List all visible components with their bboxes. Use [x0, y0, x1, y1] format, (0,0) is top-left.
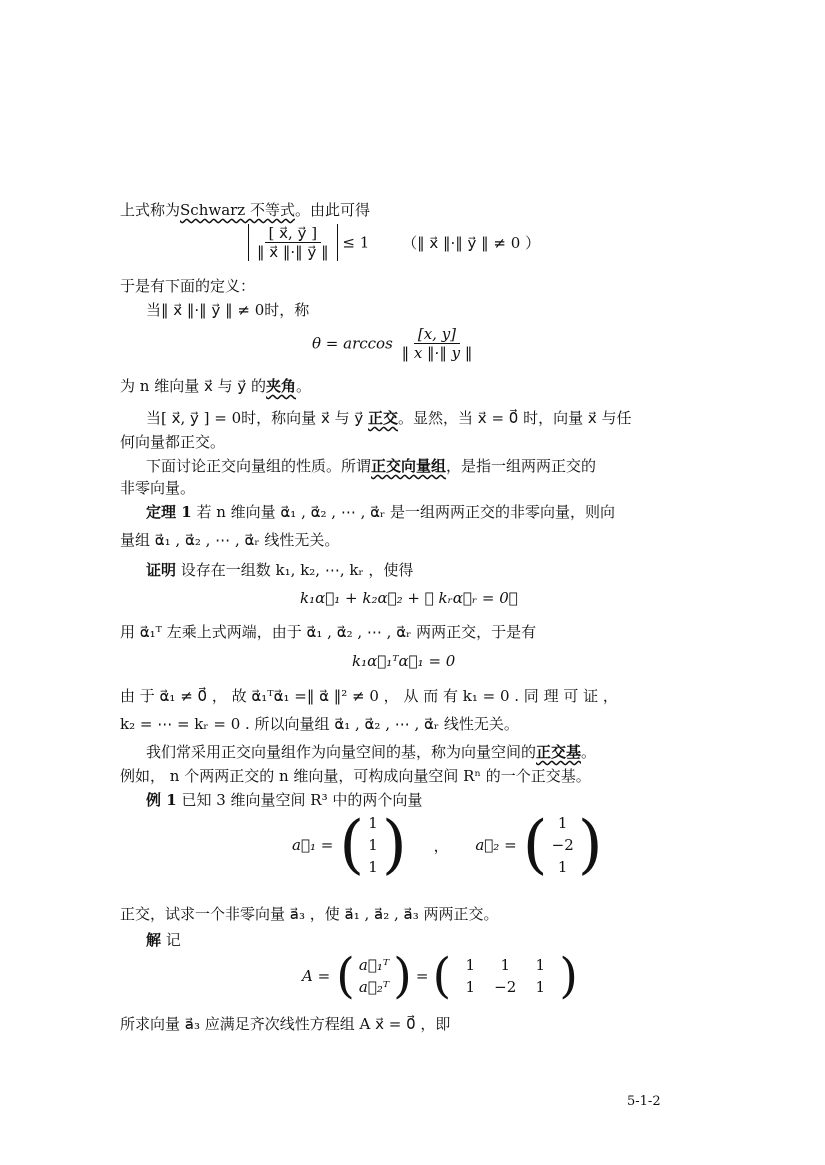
text-line: 例如， n 个两两正交的 n 维向量，可构成向量空间 Rⁿ 的一个正交基。 — [120, 767, 591, 785]
text-line: 所求向量 a⃗₃ 应满足齐次线性方程组 A x⃗ = 0⃗ ，即 — [120, 1015, 451, 1033]
formula-matrix-A: A = ( a⃗₁ᵀ a⃗₂ᵀ ) = ( 1 1 1 1 −2 1 ) — [302, 948, 578, 1004]
page-number: 5-1-2 — [627, 1094, 661, 1109]
vector-a1: a⃗₁ = ( 1 1 1 ) — [292, 808, 407, 882]
text-line: 非零向量。 — [120, 479, 196, 497]
text-line-orthogonal-set: 下面讨论正交向量组的性质。所谓正交向量组，是指一组两两正交的 — [146, 457, 597, 475]
text-line: 当‖ x⃗ ‖·‖ y⃗ ‖ ≠ 0时，称 — [146, 301, 310, 319]
text-line: k₂ = ⋯ = kᵣ = 0 . 所以向量组 α⃗₁ , α⃗₂ , ⋯ , α⃗ᵣ 线性无关。 — [120, 715, 519, 733]
formula-vectors: a⃗₁ = ( 1 1 1 ) ， a⃗₂ = ( 1 −2 1 ) — [292, 808, 603, 882]
text-line-orthogonal-basis: 我们常采用正交向量组作为向量空间的基，称为向量空间的正交基。 — [146, 743, 597, 761]
formula-angle: θ = arccos $\frac{[x, y]}{‖ x ‖\cdot‖ y ‖}$ — [312, 325, 473, 362]
formula-inequality: $\frac{[ x⃗, y⃗ ]}{‖ x⃗ ‖\cdot‖ y⃗ ‖}$ ≤ 1 （‖ x⃗ ‖·‖ y⃗ ‖ ≠ 0 ） — [248, 224, 540, 261]
text-line: 何向量都正交。 — [120, 433, 226, 451]
term-schwarz: Schwarz 不等式 — [180, 201, 295, 219]
example-label: 例 1 — [146, 791, 177, 809]
proof-line: 证明 设存在一组数 k₁, k₂, ⋯, kᵣ ，使得 — [146, 561, 414, 579]
text-line-schwarz: 上式称为Schwarz 不等式。由此可得 — [120, 201, 370, 219]
text-line: 由 于 α⃗₁ ≠ 0⃗ ， 故 α⃗₁ᵀα⃗₁ =‖ α⃗ ‖² ≠ 0 ， 从 而 有 k₁ = 0 . 同 理 可 证 ， — [120, 687, 618, 705]
theorem-1: 定理 1 若 n 维向量 α⃗₁ , α⃗₂ , ⋯ , α⃗ᵣ 是一组两两正交的非零向量，则向 — [146, 503, 615, 521]
text-line-angle-def: 为 n 维向量 x⃗ 与 y⃗ 的夹角。 — [120, 377, 312, 395]
term-orthogonal: 正交 — [368, 409, 399, 427]
theorem-label: 定理 1 — [146, 503, 192, 521]
text-line: 用 α⃗₁ᵀ 左乘上式两端，由于 α⃗₁ , α⃗₂ , ⋯ , α⃗ᵣ 两两正交，于是有 — [120, 623, 537, 641]
text-line: 量组 α⃗₁ , α⃗₂ , ⋯ , α⃗ᵣ 线性无关。 — [120, 531, 340, 549]
formula-linear-combination: k₁α⃗₁ + k₂α⃗₂ + ⋯ kᵣα⃗ᵣ = 0⃗ — [300, 589, 518, 607]
solution-line: 解 记 — [146, 931, 181, 949]
proof-label: 证明 — [146, 561, 177, 579]
term-angle: 夹角 — [266, 377, 297, 395]
text-line-orthogonal-def: 当[ x⃗, y⃗ ] = 0时，称向量 x⃗ 与 y⃗ 正交。显然，当 x⃗ = 0⃗ 时，向量 x⃗ 与任 — [146, 409, 632, 427]
term-orthogonal-basis: 正交基 — [536, 743, 582, 761]
solution-label: 解 — [146, 931, 162, 949]
example-1: 例 1 已知 3 维向量空间 R³ 中的两个向量 — [146, 791, 423, 809]
term-orthogonal-set: 正交向量组 — [371, 457, 447, 475]
text-line: 正交，试求一个非零向量 a⃗₃ ，使 a⃗₁ , a⃗₂ , a⃗₃ 两两正交。 — [120, 905, 499, 923]
text-line: 于是有下面的定义： — [120, 277, 256, 295]
formula-product: k₁α⃗₁ᵀα⃗₁ = 0 — [352, 652, 456, 670]
vector-a2: a⃗₂ = ( 1 −2 1 ) — [475, 808, 603, 882]
